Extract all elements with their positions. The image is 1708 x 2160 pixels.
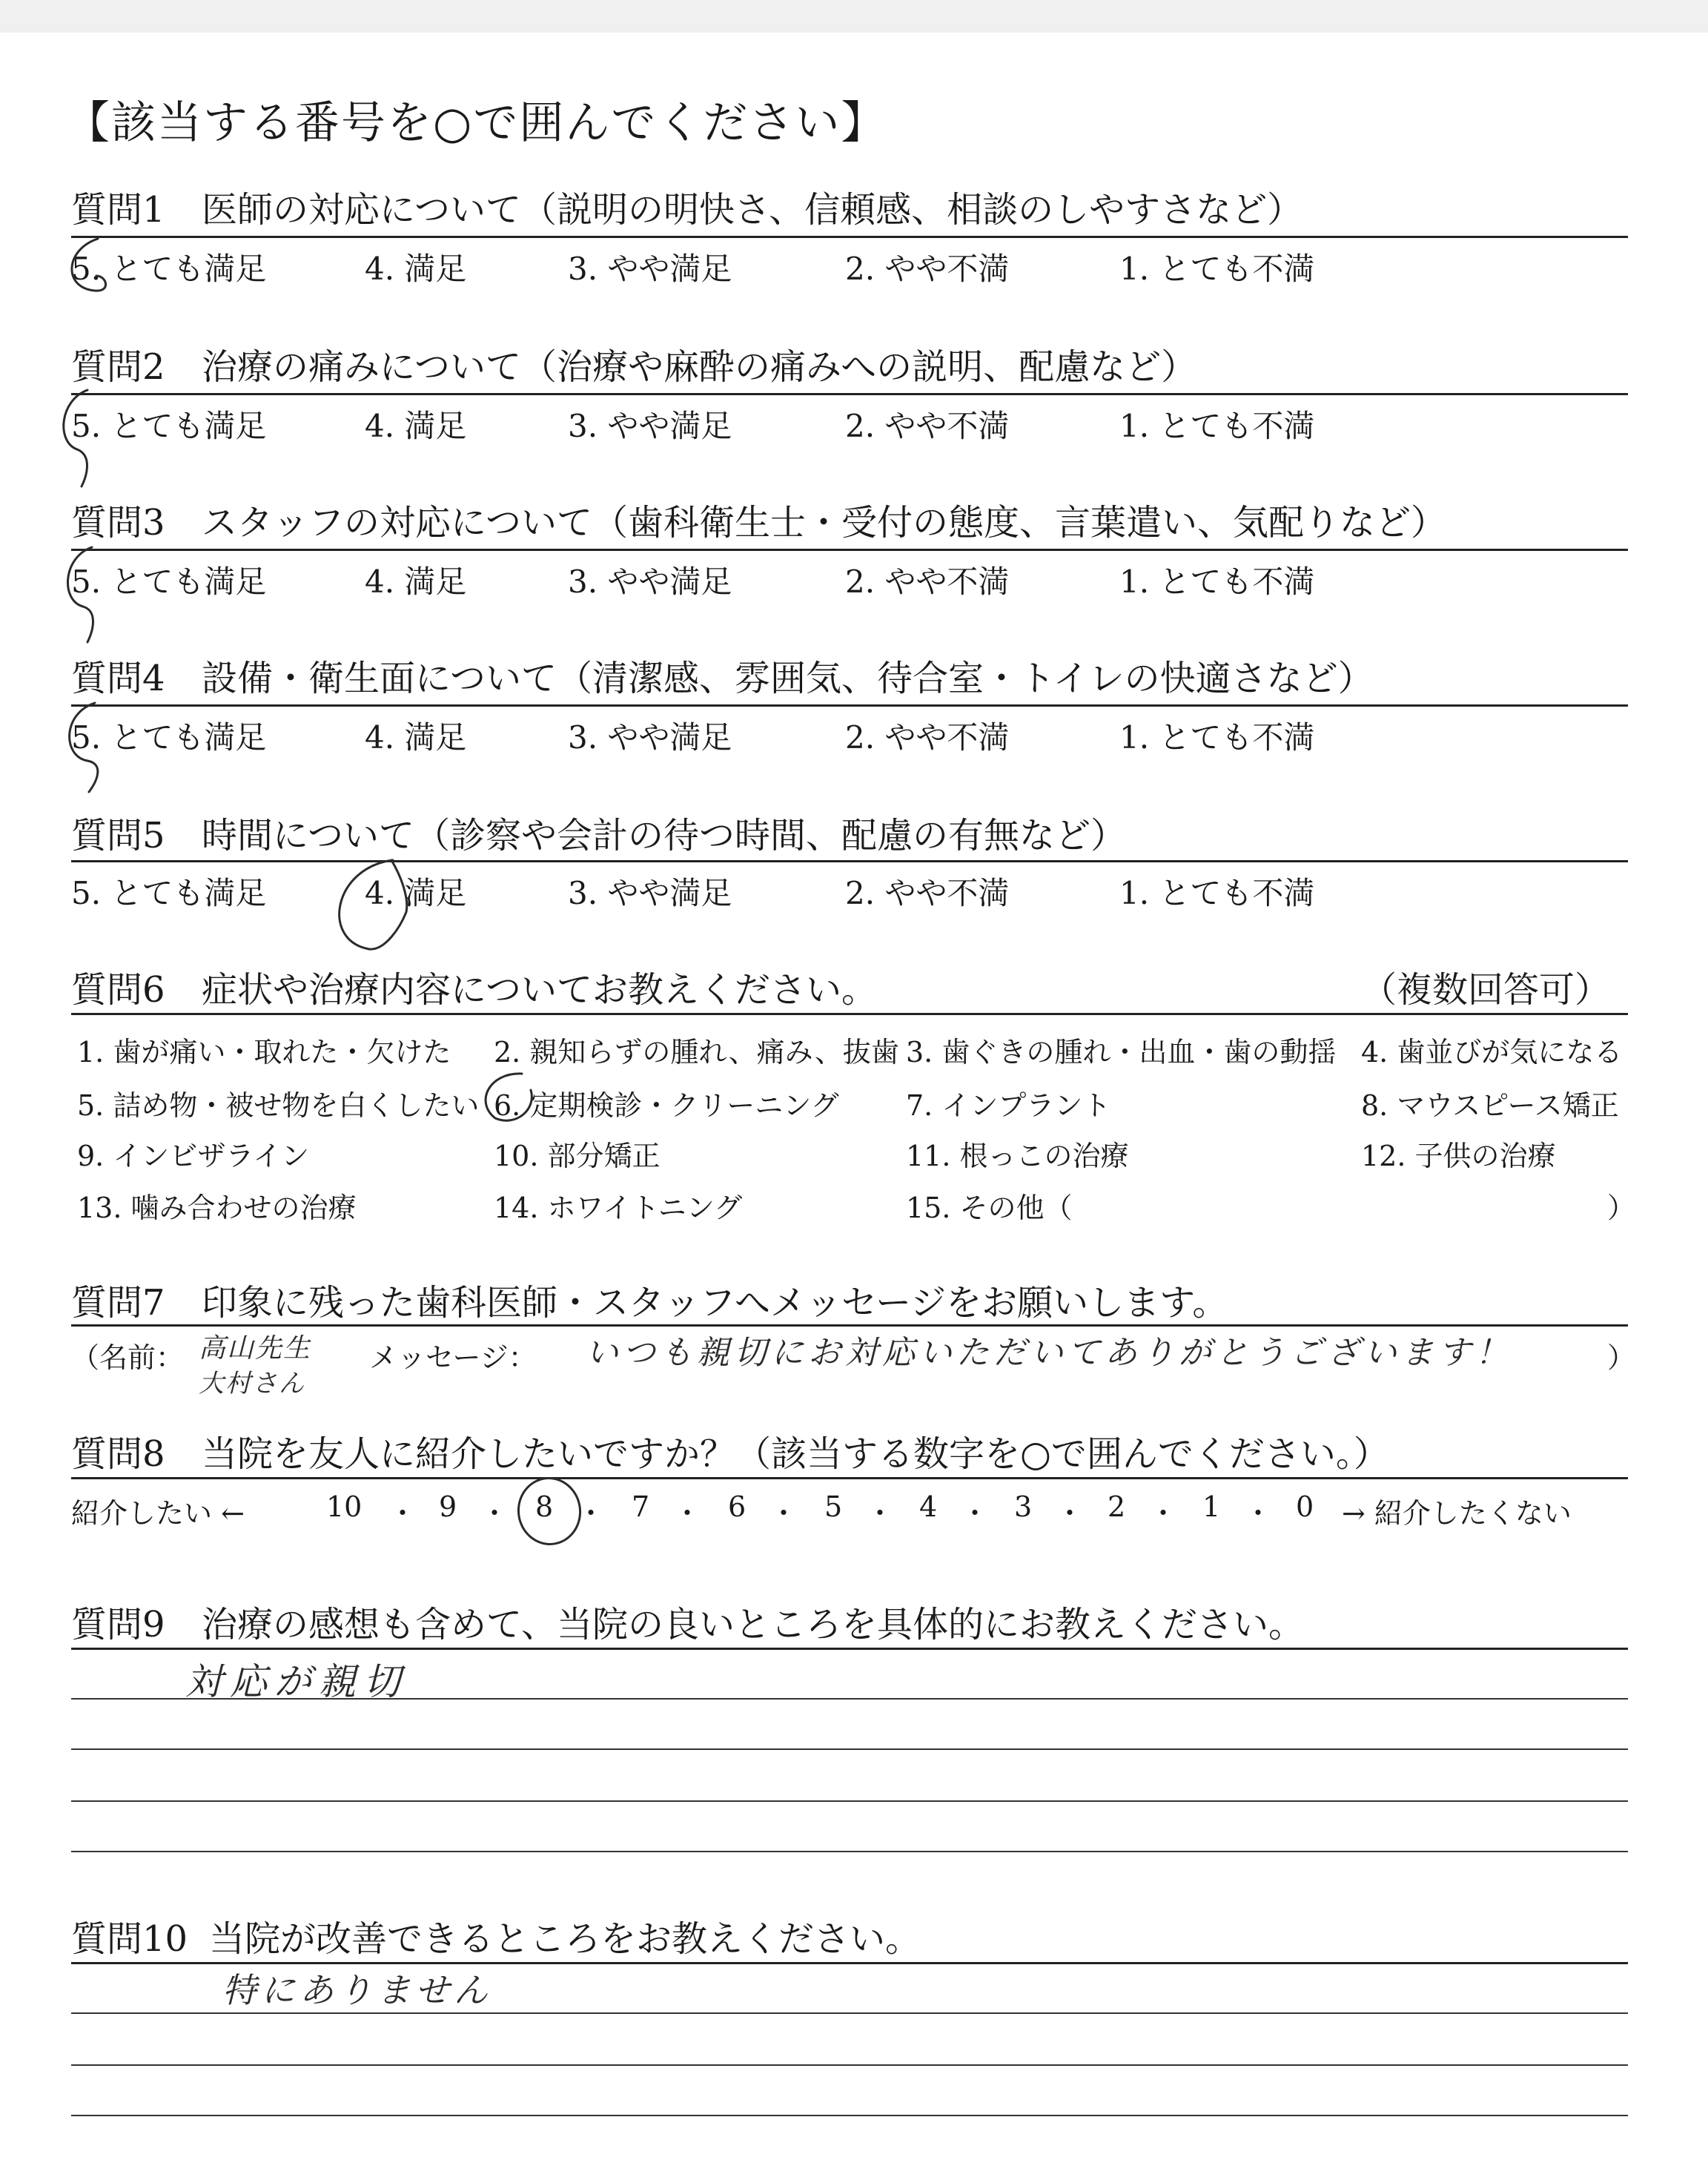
symptom-item-1[interactable]: 1. 歯が痛い・取れた・欠けた [77, 1036, 451, 1069]
question-1-rule [71, 236, 1628, 238]
question-6-label: 質問6 [71, 969, 165, 1011]
symptom-item-3[interactable]: 3. 歯ぐきの腫れ・出血・歯の動揺 [906, 1036, 1337, 1069]
answer-line [71, 1851, 1628, 1852]
symptom-item-12[interactable]: 12. 子供の治療 [1361, 1140, 1556, 1172]
answer-line [71, 2115, 1628, 2116]
q1-option-5[interactable]: 5. とても満足 [71, 251, 267, 287]
q5-option-4[interactable]: 4. 満足 [365, 875, 467, 911]
referral-scale-separator: ・ [1056, 1497, 1085, 1530]
symptom-item-7[interactable]: 7. インプラント [906, 1089, 1111, 1122]
instruction-heading: 【該当する番号を○で囲んでください】 [65, 97, 887, 149]
question-6-note: （複数回答可） [1361, 969, 1611, 1011]
symptom-item-2[interactable]: 2. 親知らずの腫れ、痛み、抜歯 [494, 1036, 899, 1069]
referral-scale-8[interactable]: 8 [535, 1490, 554, 1523]
symptom-item-15[interactable]: 15. その他（ [906, 1192, 1073, 1224]
q9-answer-handwriting: 対応が親切 [185, 1660, 408, 1703]
referral-scale-separator: ・ [1244, 1497, 1273, 1530]
question-1-text: 医師の対応について（説明の明快さ、信頼感、相談のしやすさなど） [202, 189, 1303, 231]
scan-top-edge [0, 0, 1708, 33]
q1-option-3[interactable]: 3. やや満足 [568, 251, 732, 287]
message-name-label: （名前： [71, 1341, 185, 1374]
q10-answer-handwriting: 特にありません [222, 1970, 492, 2010]
q1-option-4[interactable]: 4. 満足 [365, 251, 467, 287]
answer-line [71, 1748, 1628, 1750]
q4-option-5[interactable]: 5. とても満足 [71, 719, 267, 756]
symptom-item-6[interactable]: 6. 定期検診・クリーニング [494, 1089, 839, 1122]
symptom-item-5[interactable]: 5. 詰め物・被せ物を白くしたい [77, 1089, 480, 1122]
question-9-rule [71, 1648, 1628, 1650]
q4-option-1[interactable]: 1. とても不満 [1119, 719, 1315, 756]
question-10-text: 当院が改善できるところをお教えください。 [209, 1918, 921, 1960]
referral-scale-separator: ・ [769, 1497, 798, 1530]
question-5-text: 時間について（診察や会計の待つ時間、配慮の有無など） [202, 815, 1127, 856]
question-2-label: 質問2 [71, 346, 165, 388]
answer-line [71, 1800, 1628, 1802]
question-1-label: 質問1 [71, 189, 165, 231]
q3-option-2[interactable]: 2. やや不満 [845, 564, 1010, 600]
referral-scale-4[interactable]: 4 [919, 1490, 938, 1523]
q3-option-1[interactable]: 1. とても不満 [1119, 564, 1315, 600]
question-4-rule [71, 704, 1628, 707]
symptom-item-8[interactable]: 8. マウスピース矯正 [1361, 1089, 1619, 1122]
referral-scale-7[interactable]: 7 [632, 1490, 650, 1523]
question-7-text: 印象に残った歯科医師・スタッフへメッセージをお願いします。 [202, 1282, 1228, 1324]
q5-option-1[interactable]: 1. とても不満 [1119, 875, 1315, 911]
message-name-handwriting-2: 大村さん [199, 1369, 305, 1398]
question-8-text: 当院を友人に紹介したいですか？（該当する数字を○で囲んでください。） [202, 1433, 1389, 1475]
message-close: ） [1607, 1341, 1636, 1374]
q2-option-2[interactable]: 2. やや不満 [845, 408, 1010, 444]
q4-option-4[interactable]: 4. 満足 [365, 719, 467, 756]
q5-option-5[interactable]: 5. とても満足 [71, 875, 267, 911]
question-3-label: 質問3 [71, 502, 165, 544]
symptom-other-close: ） [1607, 1192, 1636, 1224]
question-7-label: 質問7 [71, 1282, 165, 1324]
question-6-rule [71, 1013, 1628, 1015]
symptom-item-14[interactable]: 14. ホワイトニング [494, 1192, 743, 1224]
q4-option-3[interactable]: 3. やや満足 [568, 719, 732, 756]
referral-scale-9[interactable]: 9 [439, 1490, 457, 1523]
answer-line [71, 2064, 1628, 2066]
referral-scale-separator: ・ [1149, 1497, 1178, 1530]
referral-scale-1[interactable]: 1 [1202, 1490, 1221, 1523]
q3-option-5[interactable]: 5. とても満足 [71, 564, 267, 600]
question-6-text: 症状や治療内容についてお教えください。 [202, 969, 878, 1011]
referral-scale-separator: ・ [866, 1497, 895, 1530]
question-3-rule [71, 549, 1628, 551]
symptom-item-13[interactable]: 13. 噛み合わせの治療 [77, 1192, 357, 1224]
question-4-label: 質問4 [71, 658, 165, 699]
referral-right-label: → 紹介したくない [1342, 1497, 1572, 1530]
question-5-label: 質問5 [71, 815, 165, 856]
referral-scale-separator: ・ [673, 1497, 702, 1530]
symptom-item-10[interactable]: 10. 部分矯正 [494, 1140, 661, 1172]
referral-scale-0[interactable]: 0 [1296, 1490, 1314, 1523]
question-9-text: 治療の感想も含めて、当院の良いところを具体的にお教えください。 [202, 1604, 1305, 1645]
referral-scale-10[interactable]: 10 [326, 1490, 363, 1523]
question-3-text: スタッフの対応について（歯科衛生士・受付の態度、言葉遣い、気配りなど） [202, 502, 1447, 544]
q2-option-1[interactable]: 1. とても不満 [1119, 408, 1315, 444]
question-2-rule [71, 393, 1628, 395]
symptom-item-9[interactable]: 9. インビザライン [77, 1140, 310, 1172]
question-10-label: 質問10 [71, 1918, 188, 1960]
question-8-rule [71, 1477, 1628, 1479]
q5-option-2[interactable]: 2. やや不満 [845, 875, 1010, 911]
question-4-text: 設備・衛生面について（清潔感、雰囲気、待合室・トイレの快適さなど） [202, 658, 1374, 699]
symptom-item-4[interactable]: 4. 歯並びが気になる [1361, 1036, 1623, 1069]
message-handwriting: いつも親切にお対応いただいてありがとうございます！ [586, 1334, 1512, 1372]
q1-option-1[interactable]: 1. とても不満 [1119, 251, 1315, 287]
question-2-text: 治療の痛みについて（治療や麻酔の痛みへの説明、配慮など） [202, 346, 1197, 388]
message-label: メッセージ： [369, 1341, 537, 1374]
referral-scale-6[interactable]: 6 [728, 1490, 747, 1523]
symptom-item-11[interactable]: 11. 根っこの治療 [906, 1140, 1129, 1172]
question-8-label: 質問8 [71, 1433, 165, 1475]
q2-option-4[interactable]: 4. 満足 [365, 408, 467, 444]
q2-option-3[interactable]: 3. やや満足 [568, 408, 732, 444]
referral-left-label: 紹介したい ← [71, 1497, 245, 1530]
q5-option-3[interactable]: 3. やや満足 [568, 875, 732, 911]
question-9-label: 質問9 [71, 1604, 165, 1645]
question-5-rule [71, 860, 1628, 862]
q3-option-3[interactable]: 3. やや満足 [568, 564, 732, 600]
answer-line [71, 2012, 1628, 2014]
referral-scale-separator: ・ [961, 1497, 990, 1530]
q3-option-4[interactable]: 4. 満足 [365, 564, 467, 600]
q2-option-5[interactable]: 5. とても満足 [71, 408, 267, 444]
q4-option-2[interactable]: 2. やや不満 [845, 719, 1010, 756]
referral-scale-5[interactable]: 5 [824, 1490, 843, 1523]
referral-scale-2[interactable]: 2 [1108, 1490, 1126, 1523]
message-name-handwriting-1: 高山先生 [199, 1333, 312, 1364]
referral-scale-separator: ・ [480, 1497, 509, 1530]
q1-option-2[interactable]: 2. やや不満 [845, 251, 1010, 287]
referral-circle-mark [513, 1473, 586, 1549]
referral-scale-separator: ・ [577, 1497, 606, 1530]
referral-scale-separator: ・ [388, 1497, 417, 1530]
referral-scale-3[interactable]: 3 [1014, 1490, 1033, 1523]
